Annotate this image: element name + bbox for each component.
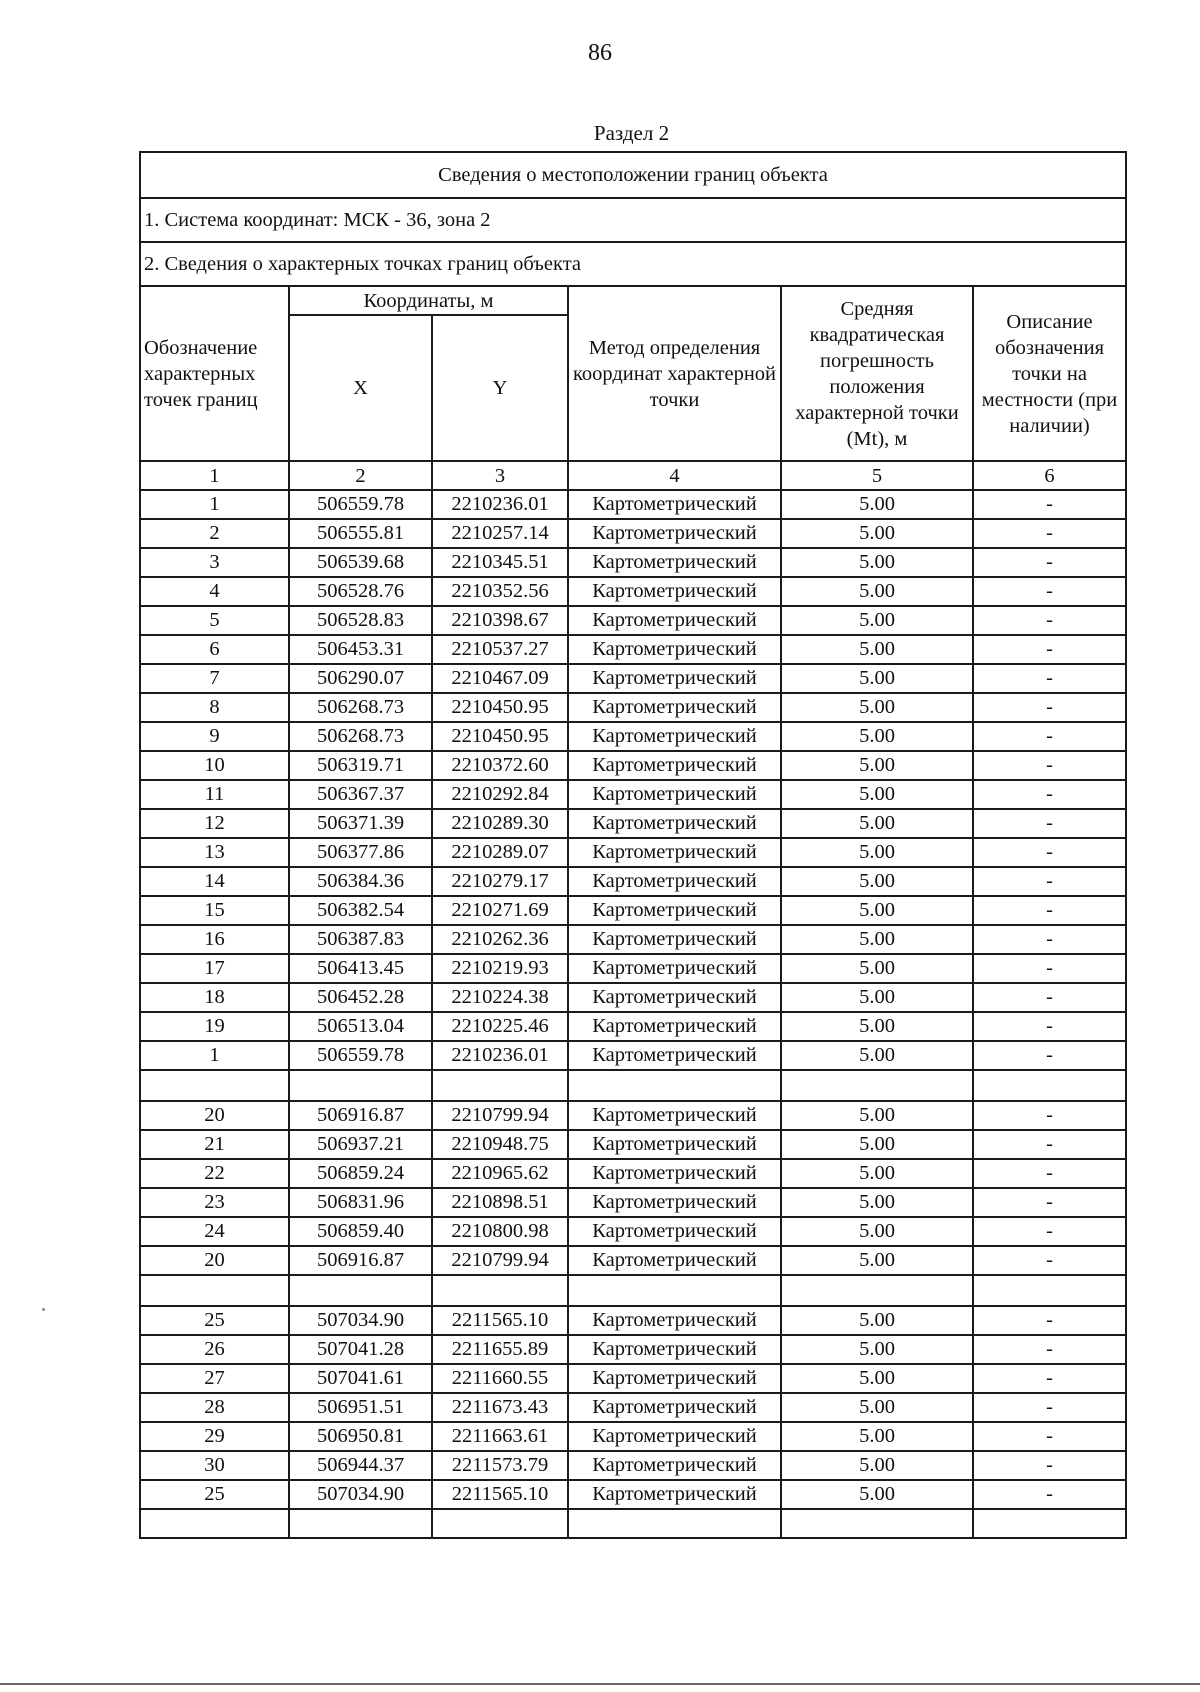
cell-description: - [973, 1393, 1126, 1422]
cell-y: 2210467.09 [432, 664, 568, 693]
cell-description: - [973, 490, 1126, 519]
header-method: Метод определения координат характерной точки [568, 286, 781, 461]
cell-error: 5.00 [781, 1041, 973, 1070]
cell-error: 5.00 [781, 1393, 973, 1422]
cell-x: 506367.37 [289, 780, 432, 809]
cell-description: - [973, 896, 1126, 925]
cell-x: 506387.83 [289, 925, 432, 954]
cell-method: Картометрический [568, 1393, 781, 1422]
cell-x: 506452.28 [289, 983, 432, 1012]
contour-separator-row [140, 1070, 1126, 1101]
cell-error: 5.00 [781, 722, 973, 751]
cell-y: 2210225.46 [432, 1012, 568, 1041]
column-number: 6 [973, 461, 1126, 490]
table-body [140, 152, 1126, 1538]
table-row [140, 751, 1126, 780]
header-description: Описание обозначения точки на местности (при наличии) [973, 286, 1126, 461]
table-row [140, 925, 1126, 954]
cell-y: 2210800.98 [432, 1217, 568, 1246]
table-row [140, 1246, 1126, 1275]
cell-description: - [973, 1480, 1126, 1509]
cell-y: 2210965.62 [432, 1159, 568, 1188]
cell-method: Картометрический [568, 780, 781, 809]
header-x: X [289, 315, 432, 461]
table-row [140, 1217, 1126, 1246]
cell-method: Картометрический [568, 722, 781, 751]
empty-cell [289, 1275, 432, 1306]
cell-error: 5.00 [781, 751, 973, 780]
column-number: 2 [289, 461, 432, 490]
table-row [140, 519, 1126, 548]
cell-y: 2210345.51 [432, 548, 568, 577]
cell-method: Картометрический [568, 519, 781, 548]
cell-point: 17 [140, 954, 289, 983]
cell-description: - [973, 1451, 1126, 1480]
cell-error: 5.00 [781, 1188, 973, 1217]
column-numbers-row [140, 461, 1126, 490]
cell-y: 2210271.69 [432, 896, 568, 925]
cell-method: Картометрический [568, 548, 781, 577]
cell-description: - [973, 1246, 1126, 1275]
cell-method: Картометрический [568, 1451, 781, 1480]
cell-description: - [973, 1012, 1126, 1041]
cell-x: 506944.37 [289, 1451, 432, 1480]
cell-description: - [973, 780, 1126, 809]
empty-cell [973, 1275, 1126, 1306]
points-heading-row [140, 242, 1126, 286]
empty-cell [140, 1509, 289, 1538]
cell-point: 28 [140, 1393, 289, 1422]
column-number: 4 [568, 461, 781, 490]
cell-y: 2210262.36 [432, 925, 568, 954]
cell-x: 506559.78 [289, 490, 432, 519]
cell-method: Картометрический [568, 1159, 781, 1188]
empty-cell [289, 1070, 432, 1101]
cell-error: 5.00 [781, 925, 973, 954]
cell-y: 2210799.94 [432, 1246, 568, 1275]
cell-error: 5.00 [781, 606, 973, 635]
table-row [140, 1188, 1126, 1217]
table-row [140, 1159, 1126, 1188]
cell-description: - [973, 548, 1126, 577]
cell-x: 506382.54 [289, 896, 432, 925]
cell-description: - [973, 722, 1126, 751]
table-row [140, 635, 1126, 664]
cell-x: 506268.73 [289, 722, 432, 751]
cell-x: 507041.28 [289, 1335, 432, 1364]
cell-point: 27 [140, 1364, 289, 1393]
cell-y: 2210236.01 [432, 490, 568, 519]
cell-point: 29 [140, 1422, 289, 1451]
cell-point: 20 [140, 1246, 289, 1275]
cell-method: Картометрический [568, 635, 781, 664]
cell-description: - [973, 809, 1126, 838]
cell-method: Картометрический [568, 1041, 781, 1070]
cell-description: - [973, 519, 1126, 548]
cell-point: 6 [140, 635, 289, 664]
table-row [140, 693, 1126, 722]
empty-cell [432, 1070, 568, 1101]
cell-description: - [973, 1364, 1126, 1393]
cell-method: Картометрический [568, 606, 781, 635]
cell-description: - [973, 1159, 1126, 1188]
cell-point: 14 [140, 867, 289, 896]
cell-method: Картометрический [568, 838, 781, 867]
cell-description: - [973, 954, 1126, 983]
cell-y: 2211573.79 [432, 1451, 568, 1480]
cell-error: 5.00 [781, 896, 973, 925]
empty-cell [140, 1275, 289, 1306]
cell-x: 506528.83 [289, 606, 432, 635]
coordinate-system-row [140, 198, 1126, 242]
cell-x: 506916.87 [289, 1246, 432, 1275]
table-row [140, 1480, 1126, 1509]
cell-y: 2210948.75 [432, 1130, 568, 1159]
cell-error: 5.00 [781, 635, 973, 664]
cell-description: - [973, 664, 1126, 693]
empty-cell [432, 1509, 568, 1538]
empty-cell [432, 1275, 568, 1306]
cell-point: 4 [140, 577, 289, 606]
cell-method: Картометрический [568, 1101, 781, 1130]
cell-error: 5.00 [781, 983, 973, 1012]
cell-point: 21 [140, 1130, 289, 1159]
cell-error: 5.00 [781, 490, 973, 519]
cell-error: 5.00 [781, 1101, 973, 1130]
table-row [140, 577, 1126, 606]
cell-error: 5.00 [781, 1451, 973, 1480]
empty-cell [568, 1509, 781, 1538]
header-designation: Обозначение характерных точек границ [140, 286, 289, 461]
cell-method: Картометрический [568, 809, 781, 838]
scan-speck [42, 1308, 45, 1311]
cell-x: 506513.04 [289, 1012, 432, 1041]
table-row [140, 1101, 1126, 1130]
table-row [140, 1451, 1126, 1480]
cell-error: 5.00 [781, 838, 973, 867]
cell-y: 2210450.95 [432, 693, 568, 722]
cell-x: 506290.07 [289, 664, 432, 693]
cell-error: 5.00 [781, 1159, 973, 1188]
cell-method: Картометрический [568, 1480, 781, 1509]
cell-method: Картометрический [568, 751, 781, 780]
empty-cell [140, 1070, 289, 1101]
table-row [140, 1012, 1126, 1041]
cell-error: 5.00 [781, 693, 973, 722]
table-row [140, 896, 1126, 925]
cell-x: 506859.40 [289, 1217, 432, 1246]
cell-description: - [973, 635, 1126, 664]
cell-error: 5.00 [781, 1364, 973, 1393]
cell-y: 2210898.51 [432, 1188, 568, 1217]
cell-description: - [973, 1217, 1126, 1246]
cell-point: 22 [140, 1159, 289, 1188]
cell-method: Картометрический [568, 954, 781, 983]
cell-y: 2210219.93 [432, 954, 568, 983]
cell-method: Картометрический [568, 490, 781, 519]
table-row [140, 1335, 1126, 1364]
cell-description: - [973, 1422, 1126, 1451]
cell-point: 19 [140, 1012, 289, 1041]
cell-error: 5.00 [781, 780, 973, 809]
cell-description: - [973, 1335, 1126, 1364]
header-coordinates: Координаты, м [289, 286, 568, 315]
cell-description: - [973, 1188, 1126, 1217]
cell-error: 5.00 [781, 664, 973, 693]
cell-method: Картометрический [568, 1422, 781, 1451]
cell-x: 506528.76 [289, 577, 432, 606]
empty-cell [973, 1070, 1126, 1101]
table-title-row [140, 152, 1126, 198]
cell-point: 2 [140, 519, 289, 548]
empty-cell [568, 1070, 781, 1101]
header-y: Y [432, 315, 568, 461]
cell-x: 506831.96 [289, 1188, 432, 1217]
cell-error: 5.00 [781, 954, 973, 983]
cell-error: 5.00 [781, 577, 973, 606]
table-row [140, 1393, 1126, 1422]
cell-error: 5.00 [781, 1012, 973, 1041]
table-row [140, 1422, 1126, 1451]
cell-method: Картометрический [568, 925, 781, 954]
cell-description: - [973, 983, 1126, 1012]
cell-y: 2211673.43 [432, 1393, 568, 1422]
cell-y: 2211663.61 [432, 1422, 568, 1451]
cell-point: 12 [140, 809, 289, 838]
table-row [140, 983, 1126, 1012]
cell-y: 2210289.30 [432, 809, 568, 838]
cell-error: 5.00 [781, 1422, 973, 1451]
table-title: Сведения о местоположении границ объекта [140, 152, 1126, 198]
cell-y: 2210372.60 [432, 751, 568, 780]
cell-description: - [973, 606, 1126, 635]
cell-x: 506916.87 [289, 1101, 432, 1130]
table-row [140, 780, 1126, 809]
cell-description: - [973, 838, 1126, 867]
cell-x: 506453.31 [289, 635, 432, 664]
cell-point: 1 [140, 1041, 289, 1070]
cell-y: 2211660.55 [432, 1364, 568, 1393]
cell-point: 26 [140, 1335, 289, 1364]
page-number: 86 [588, 40, 612, 66]
cell-method: Картометрический [568, 896, 781, 925]
cell-y: 2210450.95 [432, 722, 568, 751]
cell-x: 506377.86 [289, 838, 432, 867]
cell-description: - [973, 693, 1126, 722]
table-row [140, 606, 1126, 635]
points-heading: 2. Сведения о характерных точках границ объекта [140, 242, 1126, 286]
cell-method: Картометрический [568, 577, 781, 606]
cell-method: Картометрический [568, 1188, 781, 1217]
header-error: Средняя квадратическая погрешность положения характерной точки (Mt), м [781, 286, 973, 461]
empty-cell [781, 1070, 973, 1101]
cell-x: 506555.81 [289, 519, 432, 548]
cell-error: 5.00 [781, 1335, 973, 1364]
cell-method: Картометрический [568, 1217, 781, 1246]
cell-error: 5.00 [781, 1480, 973, 1509]
cell-point: 1 [140, 490, 289, 519]
cell-x: 507034.90 [289, 1306, 432, 1335]
coordinate-system: 1. Система координат: МСК - 36, зона 2 [140, 198, 1126, 242]
cell-point: 16 [140, 925, 289, 954]
cell-error: 5.00 [781, 1246, 973, 1275]
cell-y: 2210398.67 [432, 606, 568, 635]
cell-point: 23 [140, 1188, 289, 1217]
cell-point: 13 [140, 838, 289, 867]
cell-description: - [973, 1101, 1126, 1130]
cell-point: 11 [140, 780, 289, 809]
table-row [140, 867, 1126, 896]
empty-cell [289, 1509, 432, 1538]
cell-y: 2210537.27 [432, 635, 568, 664]
cell-x: 506937.21 [289, 1130, 432, 1159]
cell-x: 506413.45 [289, 954, 432, 983]
table-row [140, 1130, 1126, 1159]
cell-x: 507034.90 [289, 1480, 432, 1509]
cell-x: 506559.78 [289, 1041, 432, 1070]
cell-y: 2210352.56 [432, 577, 568, 606]
cell-point: 24 [140, 1217, 289, 1246]
cell-method: Картометрический [568, 983, 781, 1012]
column-number: 1 [140, 461, 289, 490]
table-row [140, 809, 1126, 838]
cell-x: 506539.68 [289, 548, 432, 577]
table-row [140, 1364, 1126, 1393]
bottom-rule [0, 1683, 1200, 1685]
cell-point: 25 [140, 1306, 289, 1335]
cell-point: 7 [140, 664, 289, 693]
cell-method: Картометрический [568, 693, 781, 722]
cell-x: 507041.61 [289, 1364, 432, 1393]
table-row [140, 664, 1126, 693]
cell-y: 2210292.84 [432, 780, 568, 809]
cell-point: 20 [140, 1101, 289, 1130]
cell-error: 5.00 [781, 1217, 973, 1246]
cell-y: 2211565.10 [432, 1480, 568, 1509]
cell-x: 506859.24 [289, 1159, 432, 1188]
cell-x: 506319.71 [289, 751, 432, 780]
table-row [140, 548, 1126, 577]
cell-description: - [973, 751, 1126, 780]
cell-method: Картометрический [568, 664, 781, 693]
cell-y: 2211565.10 [432, 1306, 568, 1335]
header-row-top [140, 286, 1126, 315]
cell-x: 506268.73 [289, 693, 432, 722]
cell-point: 15 [140, 896, 289, 925]
boundary-coordinates-table [139, 151, 1127, 1539]
cell-method: Картометрический [568, 1335, 781, 1364]
cell-point: 10 [140, 751, 289, 780]
empty-cell [973, 1509, 1126, 1538]
cell-error: 5.00 [781, 867, 973, 896]
cell-method: Картометрический [568, 1306, 781, 1335]
cell-point: 18 [140, 983, 289, 1012]
table-row [140, 1041, 1126, 1070]
cell-error: 5.00 [781, 1306, 973, 1335]
cell-error: 5.00 [781, 548, 973, 577]
cell-method: Картометрический [568, 867, 781, 896]
cell-point: 8 [140, 693, 289, 722]
empty-cell [781, 1275, 973, 1306]
cell-error: 5.00 [781, 809, 973, 838]
empty-cell [568, 1275, 781, 1306]
cell-x: 506951.51 [289, 1393, 432, 1422]
cell-description: - [973, 1130, 1126, 1159]
cell-method: Картометрический [568, 1364, 781, 1393]
cell-y: 2211655.89 [432, 1335, 568, 1364]
cell-description: - [973, 577, 1126, 606]
table-row [140, 1306, 1126, 1335]
cell-point: 9 [140, 722, 289, 751]
empty-cell [781, 1509, 973, 1538]
cell-description: - [973, 925, 1126, 954]
cell-y: 2210224.38 [432, 983, 568, 1012]
cell-y: 2210799.94 [432, 1101, 568, 1130]
cell-error: 5.00 [781, 519, 973, 548]
contour-separator-row [140, 1275, 1126, 1306]
cell-y: 2210279.17 [432, 867, 568, 896]
cell-y: 2210257.14 [432, 519, 568, 548]
section-title: Раздел 2 [593, 121, 670, 145]
cell-description: - [973, 1041, 1126, 1070]
column-number: 3 [432, 461, 568, 490]
cell-x: 506371.39 [289, 809, 432, 838]
table-row [140, 722, 1126, 751]
cell-method: Картометрический [568, 1012, 781, 1041]
cell-x: 506950.81 [289, 1422, 432, 1451]
cell-method: Картометрический [568, 1246, 781, 1275]
cell-error: 5.00 [781, 1130, 973, 1159]
cell-description: - [973, 867, 1126, 896]
table-row [140, 490, 1126, 519]
column-number: 5 [781, 461, 973, 490]
table-row [140, 838, 1126, 867]
cell-y: 2210289.07 [432, 838, 568, 867]
cell-point: 3 [140, 548, 289, 577]
cell-point: 25 [140, 1480, 289, 1509]
cell-y: 2210236.01 [432, 1041, 568, 1070]
contour-separator-row [140, 1509, 1126, 1538]
table-row [140, 954, 1126, 983]
cell-description: - [973, 1306, 1126, 1335]
cell-x: 506384.36 [289, 867, 432, 896]
cell-method: Картометрический [568, 1130, 781, 1159]
cell-point: 30 [140, 1451, 289, 1480]
cell-point: 5 [140, 606, 289, 635]
